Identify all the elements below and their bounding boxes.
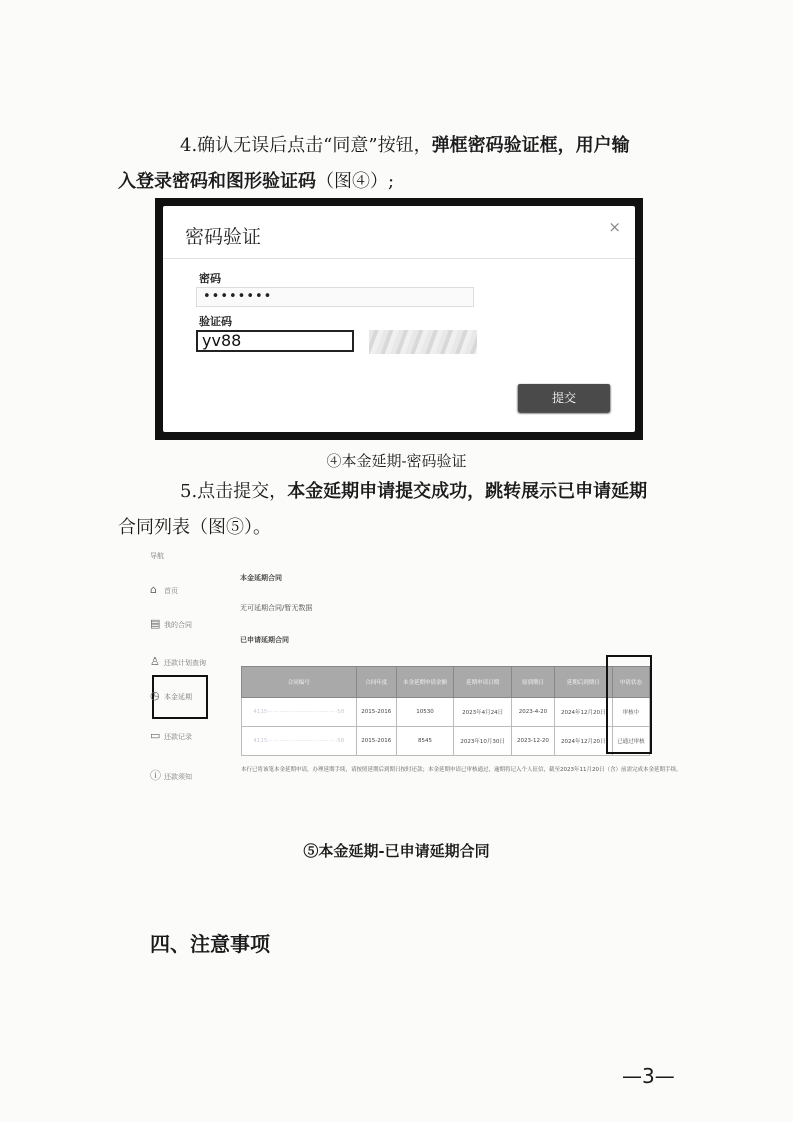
- page-number: —3—: [622, 1064, 675, 1088]
- contract-no: 4115········································58: [242, 727, 357, 756]
- sidebar-item-deferral[interactable]: ◷ 本金延期: [150, 685, 192, 707]
- caption-figure5: ⑤本金延期-已申请延期合同: [303, 842, 490, 860]
- deferral-amount: 10530: [396, 698, 453, 727]
- step5-line1: 5.点击提交，本金延期申请提交成功，跳转展示已申请延期: [180, 481, 648, 502]
- card-icon: ▭: [150, 729, 161, 742]
- password-dialog: [163, 206, 635, 432]
- step5-line2: 合同列表（图⑤）。: [118, 517, 271, 538]
- status-column-highlight: [606, 655, 652, 754]
- col-header: 本金延期申请金额: [396, 667, 453, 698]
- col-header: 合同年度: [356, 667, 396, 698]
- sidebar-item-repayment-plan[interactable]: ♙ 还款计划查询: [150, 651, 206, 673]
- deferral-amount: 8545: [396, 727, 453, 756]
- figure-contract-list: [140, 545, 682, 795]
- clock-icon: ◷: [150, 689, 160, 702]
- sidebar-item-contracts[interactable]: ▤ 我的合同: [150, 613, 192, 635]
- info-icon: ⓘ: [150, 769, 161, 782]
- captcha-input[interactable]: yv88: [196, 330, 354, 352]
- submit-button[interactable]: 提交: [518, 384, 610, 412]
- apply-date: 2023年4月24日: [454, 698, 512, 727]
- new-due: 2024年12月20日: [554, 727, 612, 756]
- sidebar-item-repayment-record[interactable]: ▭ 还款记录: [150, 725, 192, 747]
- apply-status: 审核中: [612, 698, 649, 727]
- step4-line2: 入登录密码和图形验证码（图④）;: [118, 171, 395, 192]
- contract-year: 2015-2016: [356, 727, 396, 756]
- dialog-divider: [163, 258, 635, 259]
- original-due: 2023-4-20: [512, 698, 555, 727]
- col-header: 合同编号: [242, 667, 357, 698]
- section-deferrable-note: 无可延期合同/暂无数据: [240, 604, 313, 612]
- step4-line1: 4.确认无误后点击“同意”按钮，弹框密码验证框，用户输: [180, 135, 630, 156]
- section-applied: 已申请延期合同: [240, 636, 289, 644]
- section-deferrable: 本金延期合同: [240, 574, 282, 582]
- contract-table: [241, 666, 650, 756]
- nav-header: 导航: [150, 552, 164, 560]
- contract-no: 4115········································58: [242, 698, 357, 727]
- table-header-row: [242, 667, 650, 698]
- col-header: 申请状态: [612, 667, 649, 698]
- person-icon: ♙: [150, 655, 160, 668]
- close-icon[interactable]: ×: [608, 218, 621, 236]
- caption-figure4: ④本金延期-密码验证: [326, 452, 467, 470]
- section-heading-notes: 四、注意事项: [150, 932, 270, 956]
- apply-date: 2023年10月30日: [454, 727, 512, 756]
- dialog-title: 密码验证: [185, 226, 262, 248]
- figure-password-dialog: [155, 198, 643, 440]
- home-icon: ⌂: [150, 583, 157, 596]
- col-header: 原到期日: [512, 667, 555, 698]
- document-icon: ▤: [150, 617, 161, 630]
- col-header: 延期申请日期: [454, 667, 512, 698]
- table-row[interactable]: [242, 727, 650, 756]
- captcha-image[interactable]: [369, 330, 477, 354]
- apply-status: 已通过审核: [612, 727, 649, 756]
- original-due: 2023-12-20: [512, 727, 555, 756]
- table-row[interactable]: [242, 698, 650, 727]
- captcha-label: 验证码: [199, 315, 232, 328]
- password-label: 密码: [199, 272, 221, 285]
- sidebar-item-notice[interactable]: ⓘ 还款须知: [150, 765, 192, 787]
- table-footnote: 本行已将该笔本金延期申请，办理延期手续，请按照延期后到期日按时还款；本金延期申请已审核通过，逾期将记入个人征信，截至2023年11月20日（含）前需完成本金延期手续。: [241, 767, 682, 773]
- contract-year: 2015-2016: [356, 698, 396, 727]
- sidebar-item-home[interactable]: ⌂ 首页: [150, 579, 178, 601]
- password-input[interactable]: ••••••••: [196, 287, 474, 307]
- col-header: 延期后到期日: [554, 667, 612, 698]
- new-due: 2024年12月20日: [554, 698, 612, 727]
